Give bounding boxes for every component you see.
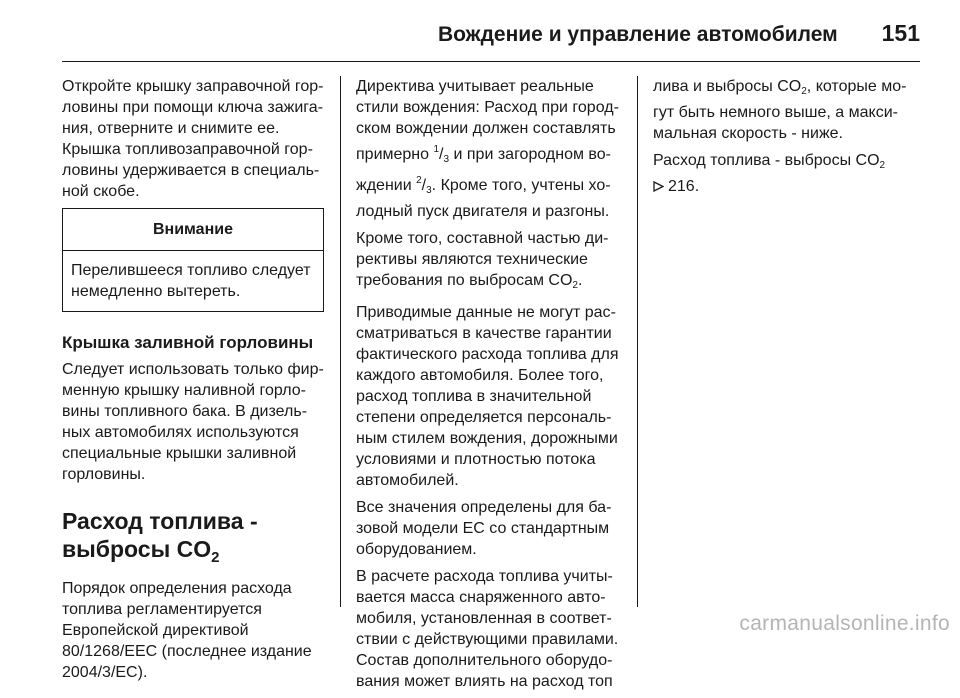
header-rule: [62, 61, 920, 62]
continuation-subscript: 2: [801, 86, 807, 97]
page-number: 151: [881, 20, 920, 46]
notice-text: Перелившееся топливо следует немедленно вытереть.: [71, 262, 311, 300]
header-title: Вождение и управление автомобилем: [437, 23, 838, 46]
watermark: carmanualsonline.info: [739, 612, 950, 635]
continuation-paragraph: [653, 76, 921, 144]
cap-paragraph: Следует использовать только фирменную крышку наливной горловины топливного бака. В дизельных автомобилях используются специальные крышки заливной горловины.: [62, 361, 324, 483]
cap-heading: Крышка заливной горловины: [62, 333, 314, 352]
directive-text-a: Директива учитывает реальные стили вождения: Расход при городском вождении должен составлять примерно: [356, 78, 619, 163]
cross-reference-page[interactable]: 216.: [668, 178, 700, 195]
cross-reference-subscript: 2: [879, 160, 886, 171]
column-divider-2: [637, 76, 638, 607]
section-title-line1: Расход топлива -: [62, 508, 258, 534]
page-header: [62, 20, 920, 60]
fraction-2-numerator: 2: [416, 175, 422, 186]
column-3: [653, 76, 921, 203]
mass-paragraph: В расчете расхода топлива учитывается масса снаряженного автомобиля, установленная в соответствии с действующими правилами. Состав дополнительного оборудования может влиять на расход топ: [356, 568, 619, 690]
column-2: [356, 76, 622, 698]
disclaimer-paragraph: Приводимые данные не могут рассматриваться в качестве гарантии фактического расхода топлива для каждого автомобиля. Более того, расход топлива в значительной степени определяется персональным стилем вождения, дорожными условиями и плотностью потока автомобилей.: [356, 304, 619, 489]
emissions-text-a: Кроме того, составной частью директивы являются технические требования по выбросам CO: [356, 230, 609, 289]
section-title-subscript: 2: [211, 549, 220, 566]
column-divider-1: [340, 76, 341, 607]
continuation-text-b: , которые могут быть немного выше, а максимальная скорость - ниже.: [653, 78, 907, 142]
directive-paragraph: Директива учитывает реальные стили вождения: Расход при городском вождении должен составлять примерно $^1/_3$ и при загородном вождении $^2/_3$. Кроме того, учтены холодный пуск двигателя и разгоны.: [356, 78, 619, 220]
section-paragraph: Порядок определения расхода топлива регламентируется Европейской директивой 80/1268/EEC (последнее издание 2004/3/EC).: [62, 580, 312, 681]
reference-arrow-icon: [653, 176, 664, 197]
fraction-2-denominator: 3: [426, 185, 432, 196]
base-model-paragraph: Все значения определены для базовой модели ЕС со стандартным оборудованием.: [356, 499, 612, 558]
directive-text-c: . Кроме того, учтены холодный пуск двигателя и разгоны.: [356, 177, 611, 220]
emissions-subscript: 2: [572, 280, 578, 291]
emissions-paragraph: [356, 228, 622, 296]
cross-reference-paragraph: [653, 150, 921, 197]
notice-title: Внимание: [63, 209, 323, 251]
directive-text-b: и при загородном вождении: [356, 146, 611, 194]
section-title: [62, 507, 324, 572]
fraction-1-numerator: 1: [433, 144, 440, 155]
emissions-text-b: .: [577, 272, 583, 289]
continuation-text-a: лива и выбросы CO: [653, 78, 802, 95]
column-1: [62, 76, 324, 689]
notice-box: [62, 208, 324, 312]
section-title-line2: выбросы CO: [62, 536, 212, 562]
fraction-1-denominator: 3: [443, 154, 450, 165]
cross-reference-text: Расход топлива - выбросы CO: [653, 152, 880, 169]
intro-paragraph: Откройте крышку заправочной горловины при помощи ключа зажигания, отверните и снимите ее. Крышка топливозаправочной горловины удерживается в специальной скобе.: [62, 78, 324, 200]
